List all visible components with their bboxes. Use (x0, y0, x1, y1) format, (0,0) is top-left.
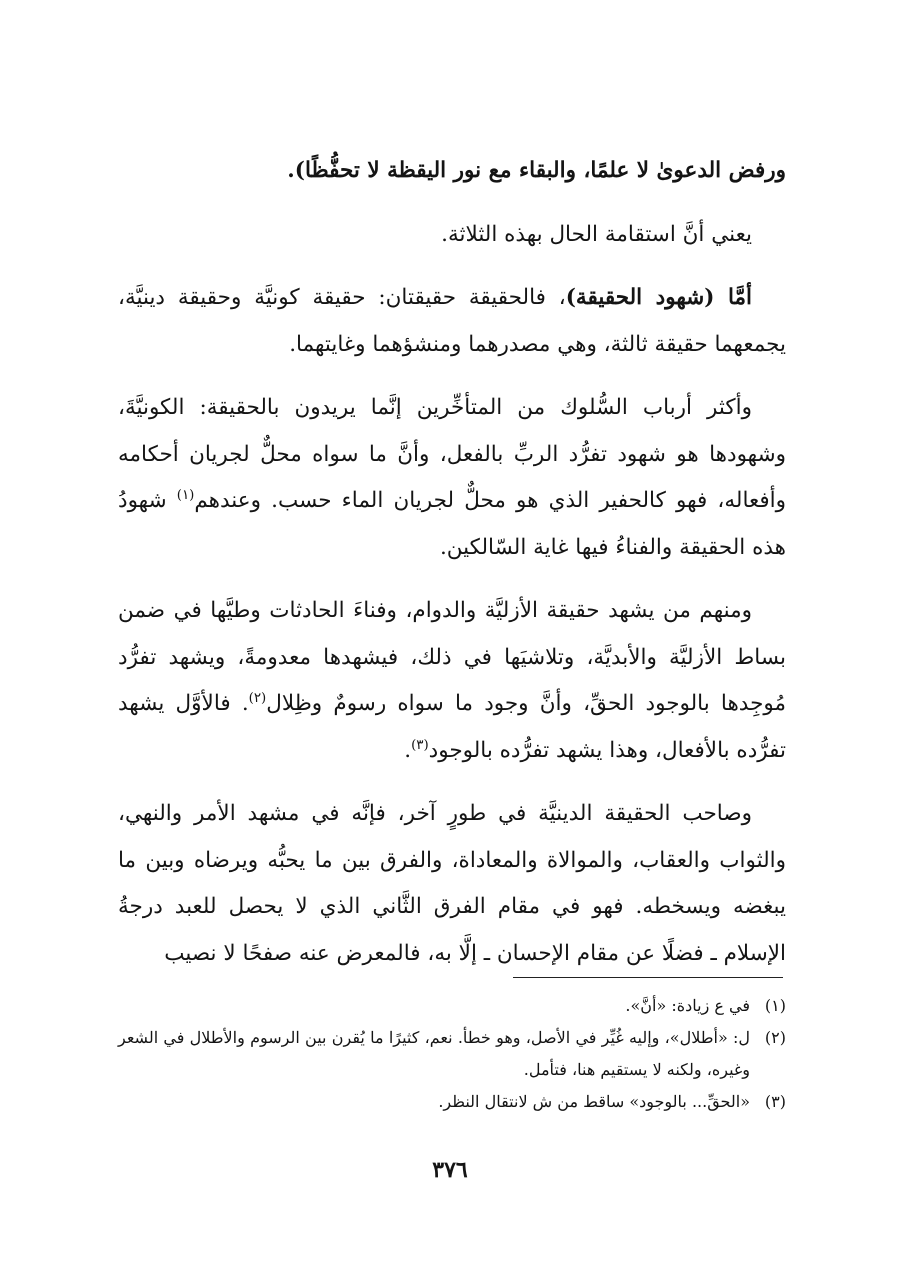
footnote-text: ل: «أطلال»، وإليه غُيِّر في الأصل، وهو خطأ. نعم، كثيرًا ما يُقرن بين الرسوم والأطلال في الشعر وغيره، ولكنه لا يستقيم هنا، فتأمل. (118, 1028, 750, 1079)
paragraph-5-part-1: ومنهم من يشهد حقيقة الأزليَّة والدوام، وفناءَ الحادثات وطيَّها في ضمن بساط الأزليَّة والأبديَّة، وتلاشيَها في ذلك، فيشهدها معدومةً، ويشهد تفرُّد مُوجِدها بالوجود الحقِّ، وأنَّ وجود ما سواه رسومٌ وظِلال (118, 598, 786, 716)
paragraph-4-part-2: شهودُ هذه الحقيقة والفناءُ فيها غاية السّالكين. (118, 488, 786, 560)
section-heading-shuhud-al-haqiqa: أمَّا (شهود الحقيقة) (565, 285, 752, 310)
paragraph-2: يعني أنَّ استقامة الحال بهذه الثلاثة. (441, 221, 752, 247)
footnote-reference-1[interactable]: (١) (176, 487, 195, 503)
footnote-1 (118, 990, 786, 1022)
page-number: ٣٧٦ (432, 1157, 468, 1183)
footnote-number: (١) (764, 996, 786, 1015)
footnote-text: «الحقِّ... بالوجود» ساقط من ش لانتقال النظر. (438, 1092, 750, 1111)
footnote-separator (513, 977, 783, 978)
footnotes (118, 990, 786, 1118)
paragraph-5 (118, 588, 786, 774)
paragraph-4-part-1: وأكثر أرباب السُّلوك من المتأخِّرين إنَّما يريدون بالحقيقة: الكونيَّةَ، وشهودها هو شهود تفرُّد الربِّ بالفعل، وأنَّ ما سواه محلٌّ لجريان أحكامه وأفعاله، فهو كالحفير الذي هو محلٌّ لجريان الماء حسب. وعندهم (118, 395, 786, 513)
paragraph-3-text: ، فالحقيقة حقيقتان: حقيقة كونيَّة وحقيقة دينيَّة، يجمعهما حقيقة ثالثة، وهي مصدرهما ومنشؤهما وغايتهما. (118, 285, 786, 357)
footnote-reference-3[interactable]: (٣) (411, 737, 429, 753)
paragraph-5-part-2: . فالأوَّل يشهد تفرُّده بالأفعال، وهذا يشهد تفرُّده بالوجود (118, 691, 786, 763)
footnote-text: في ع زيادة: «أنَّ». (625, 996, 750, 1015)
footnote-number: (٢) (764, 1028, 786, 1047)
paragraph-1: ورفض الدعوىٰ لا علمًا، والبقاء مع نور اليقظة لا تحفُّظًا). (287, 158, 786, 183)
paragraph-5-part-3: . (404, 737, 412, 763)
footnote-reference-2[interactable]: (٢) (248, 690, 267, 706)
footnote-3 (118, 1086, 786, 1118)
paragraph-6: وصاحب الحقيقة الدينيَّة في طورٍ آخر، فإنَّه في مشهد الأمر والنهي، والثواب والعقاب، والموالاة والمعاداة، والفرق بين ما يحبُّه ويرضاه وبين ما يبغضه ويسخطه. فهو في مقام الفرق الثَّاني الذي لا يحصل للعبد درجةُ الإسلام ـ فضلًا عن مقام الإحسان ـ إلَّا به، فالمعرض عنه صفحًا لا نصيب (118, 801, 786, 966)
footnote-number: (٣) (764, 1092, 786, 1111)
footnote-2 (118, 1022, 786, 1086)
main-text (118, 148, 786, 994)
paragraph-4 (118, 385, 786, 571)
paragraph-3 (118, 275, 786, 368)
